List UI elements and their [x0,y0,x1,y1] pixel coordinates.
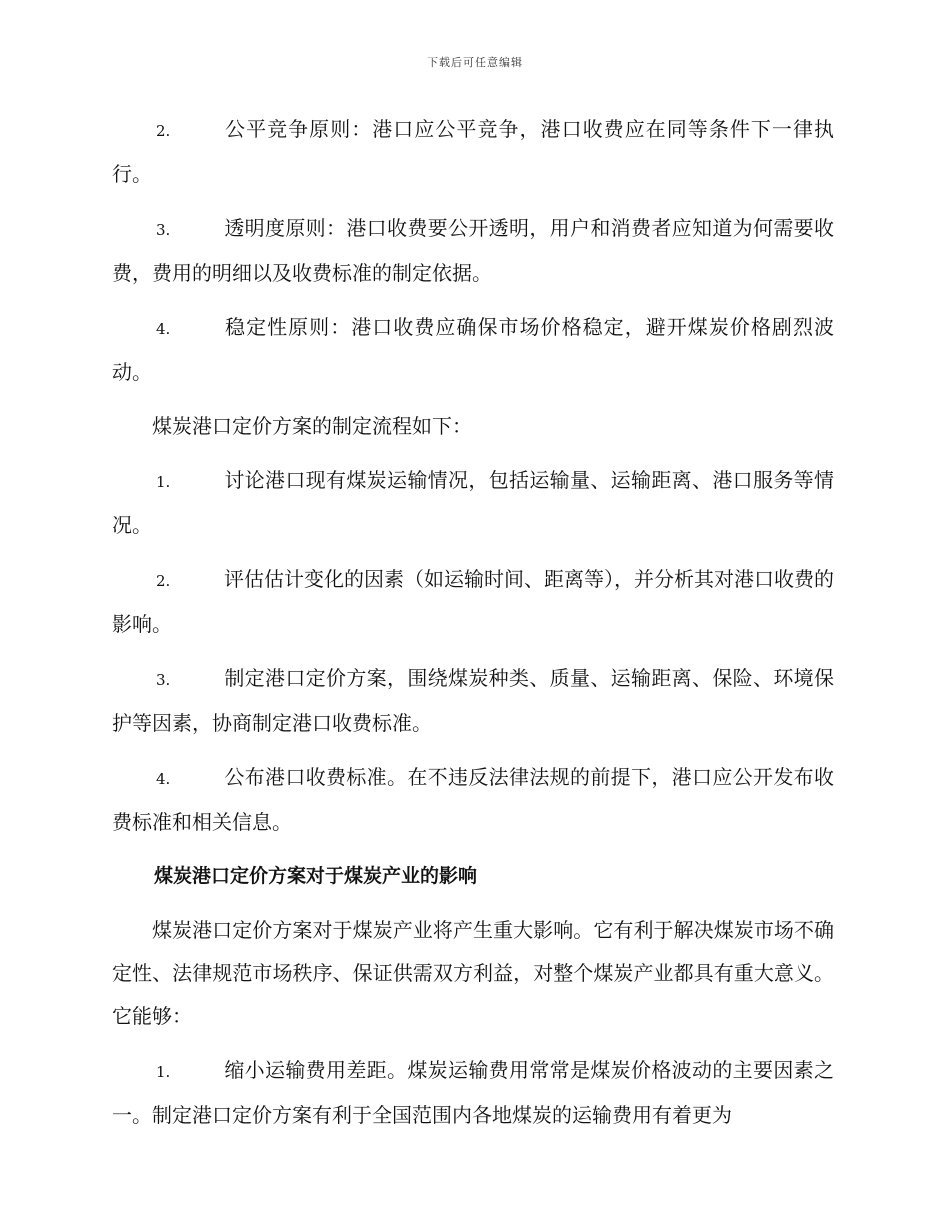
principle-item-fair-competition [112,108,834,196]
process-step-3 [112,657,834,745]
item-text: 公布港口收费标准。在不违反法律法规的前提下，港口应公开发布收费标准和相关信息。 [112,765,834,834]
page-header-note: 下载后可任意编辑 [427,56,523,69]
item-number: 3. [156,221,171,239]
item-text: 制定港口定价方案，围绕煤炭种类、质量、运输距离、保险、环境保护等因素，协商制定港口收费标准。 [112,666,834,735]
impact-item-1 [112,1049,834,1137]
process-step-4 [112,756,834,844]
section-heading: 煤炭港口定价方案对于煤炭产业的影响 [154,865,478,887]
process-step-1 [112,459,834,547]
item-text: 缩小运输费用差距。煤炭运输费用常常是煤炭价格波动的主要因素之一。制定港口定价方案有利于全国范围内各地煤炭的运输费用有着更为 [112,1058,834,1127]
document-body [112,108,834,1148]
item-text: 公平竞争原则：港口应公平竞争，港口收费应在同等条件下一律执行。 [112,117,834,186]
item-number: 1. [156,473,171,491]
principle-item-transparency [112,207,834,295]
item-number: 4. [156,770,171,788]
process-step-2 [112,558,834,646]
principle-item-stability [112,306,834,394]
item-number: 1. [156,1063,171,1081]
item-text: 评估估计变化的因素（如运输时间、距离等），并分析其对港口收费的影响。 [112,567,834,636]
item-text: 透明度原则：港口收费要公开透明，用户和消费者应知道为何需要收费，费用的明细以及收费标准的制定依据。 [112,216,834,285]
item-number: 2. [156,122,171,140]
process-intro-paragraph: 煤炭港口定价方案的制定流程如下： [152,414,472,438]
item-number: 3. [156,671,171,689]
item-text: 稳定性原则：港口收费应确保市场价格稳定，避开煤炭价格剧烈波动。 [112,315,834,384]
item-number: 4. [156,320,171,338]
impact-intro-paragraph: 煤炭港口定价方案对于煤炭产业将产生重大影响。它有利于解决煤炭市场不确定性、法律规范市场秩序、保证供需双方利益，对整个煤炭产业都具有重大意义。它能够： [112,918,834,1028]
item-text: 讨论港口现有煤炭运输情况，包括运输量、运输距离、港口服务等情况。 [112,468,834,537]
item-number: 2. [156,572,171,590]
